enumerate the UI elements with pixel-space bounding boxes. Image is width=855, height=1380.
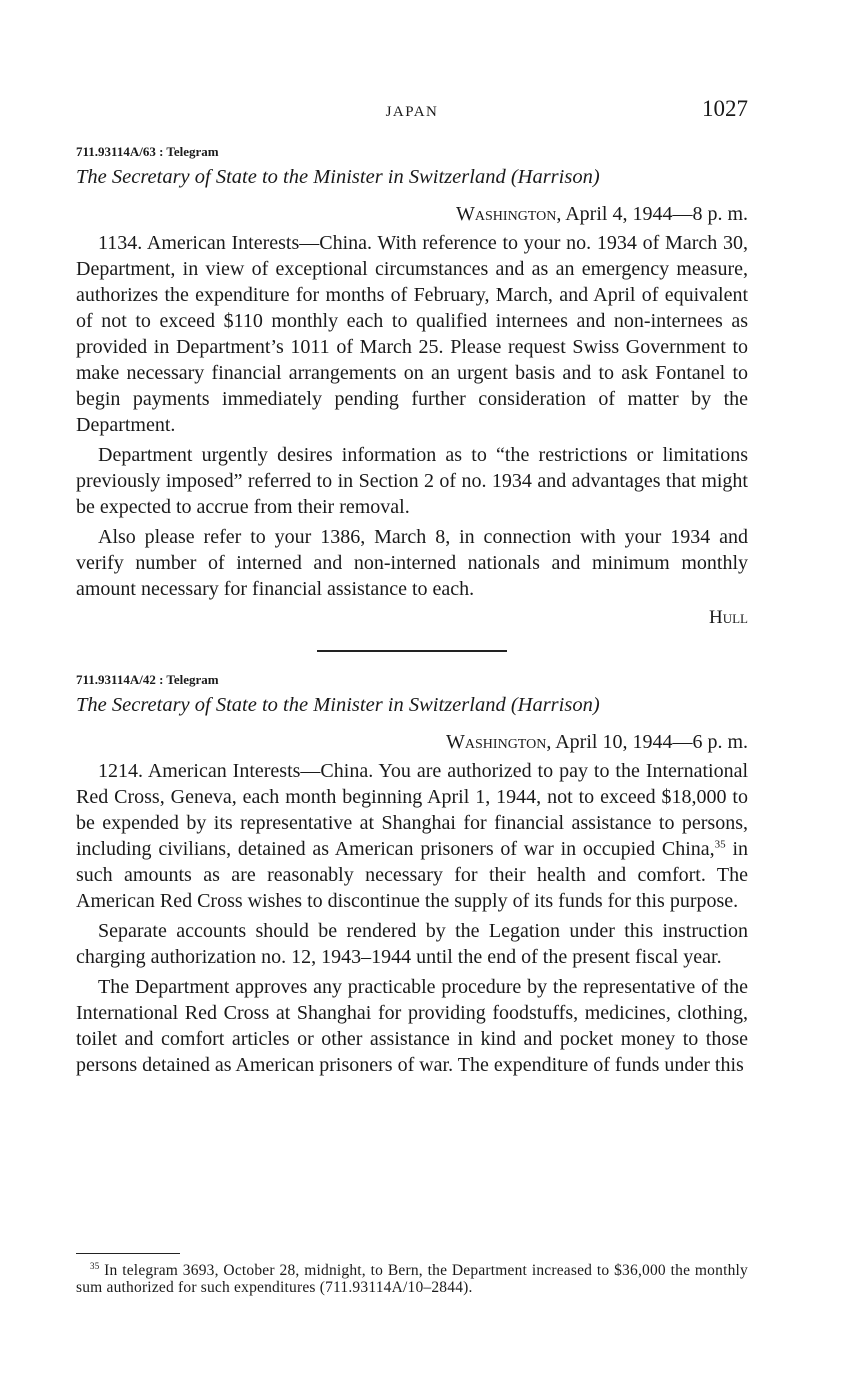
document-2 — [76, 672, 748, 1078]
dateline — [76, 731, 748, 754]
file-reference: 711.93114A/63 : Telegram — [76, 144, 219, 159]
body-paragraph: Separate accounts should be rendered by the Legation under this instruction charging authorization no. 12, 1943–1944 until the end of the present fiscal year. — [76, 920, 748, 968]
body-paragraph: Also please refer to your 1386, March 8, in connection with your 1934 and verify number of interned and non-interned nationals and minimum monthly amount necessary for financial assistance to each. — [76, 526, 748, 600]
section-divider — [317, 650, 507, 652]
signature: Hull — [709, 607, 748, 628]
body-paragraph: The Department approves any practicable procedure by the representative of the International Red Cross at Shanghai for providing foodstuffs, medicines, clothing, toilet and comfort articles or other assistance in kind and pocket money to those persons detained as American prisoners of war. The expenditure of funds under this — [76, 976, 748, 1076]
footnote-text: In telegram 3693, October 28, midnight, to Bern, the Department increased to $36,000 the monthly sum authorized for such expenditures (711.93114A/10–2844). — [76, 1262, 748, 1296]
dateline-place: Washington — [456, 203, 557, 225]
body-paragraph — [76, 758, 748, 914]
dateline-date: , April 10, 1944—6 p. m. — [546, 731, 748, 753]
document-title: The Secretary of State to the Minister in Switzerland (Harrison) — [76, 694, 600, 716]
document-title: The Secretary of State to the Minister in Switzerland (Harrison) — [76, 166, 600, 188]
body-paragraph: Department urgently desires information as to “the restrictions or limitations previously imposed” referred to in Section 2 of no. 1934 and advantages that might be expected to accrue from their removal. — [76, 444, 748, 518]
footnote-number: 35 — [90, 1260, 100, 1271]
footnote-reference[interactable]: 35 — [714, 838, 726, 851]
footnote — [76, 1262, 748, 1296]
dateline — [76, 203, 748, 226]
footnote-divider — [76, 1253, 180, 1254]
dateline-place: Washington — [446, 731, 547, 753]
paragraph-text: in such amounts as are reasonably necessary for their health and comfort. The American Red Cross wishes to discontinue the supply of its funds for this purpose. — [76, 838, 749, 912]
paragraph-text: 1214. American Interests—China. You are authorized to pay to the International Red Cross, Geneva, each month beginning April 1, 1944, not to exceed $18,000 to be expended by its representative at Shanghai for financial assistance to persons, including civilians, detained as American prisoners of war in occupied China, — [76, 760, 748, 860]
file-reference: 711.93114A/42 : Telegram — [76, 672, 219, 687]
page-number: 1027 — [702, 96, 748, 121]
body-paragraph: 1134. American Interests—China. With reference to your no. 1934 of March 30, Department, in view of exceptional circumstances and as an emergency measure, authorizes the expenditure for months of February, March, and April of equivalent of not to exceed $110 monthly each to qualified internees and non-internees as provided in Department’s 1011 of March 25. Please request Swiss Government to make necessary financial arrangements on an urgent basis and to ask Fontanel to begin payments immediately pending further consideration of matter by the Department. — [76, 232, 748, 436]
document-1 — [76, 144, 748, 630]
dateline-date: , April 4, 1944—8 p. m. — [556, 203, 748, 225]
running-title: JAPAN — [385, 104, 439, 120]
page-content — [76, 96, 748, 1082]
running-head — [76, 96, 748, 130]
